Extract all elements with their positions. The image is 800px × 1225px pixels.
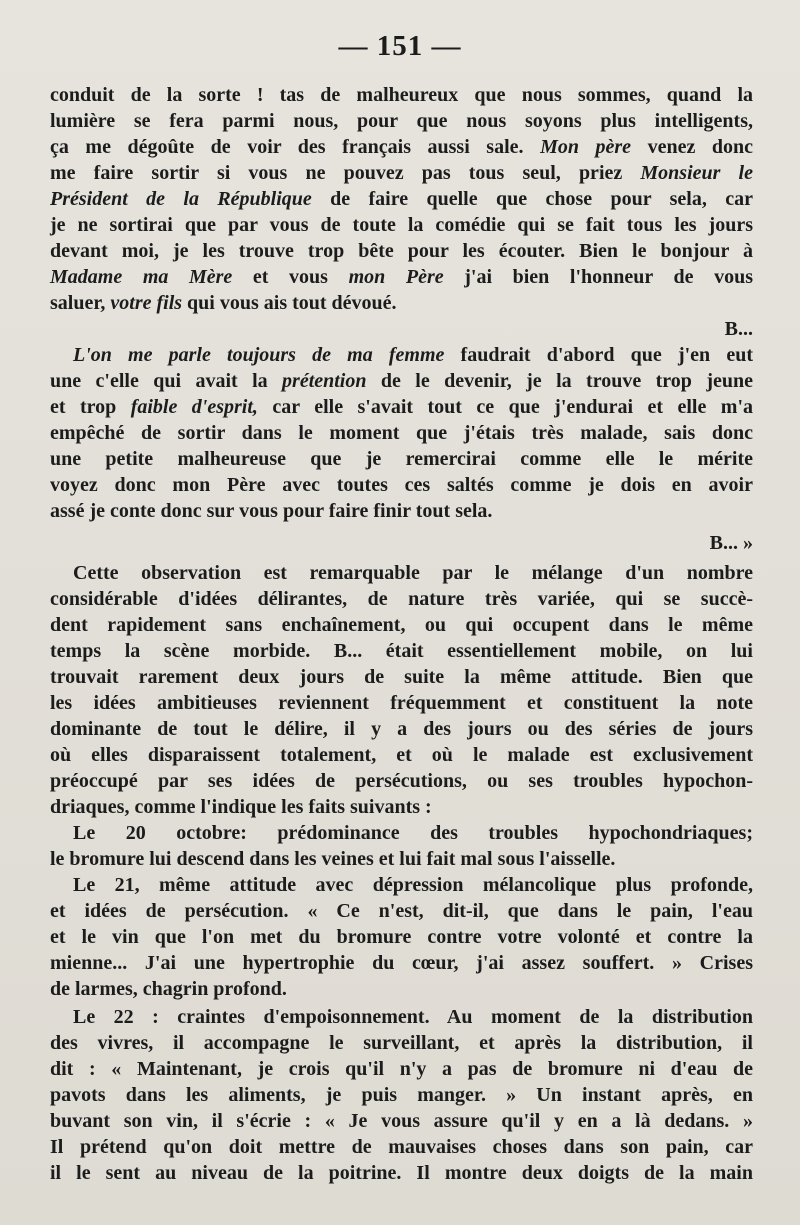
- text-line: [73, 1004, 753, 1030]
- text-run: et le vin que l'on met du bromure contre votre volonté et contre la: [50, 926, 753, 948]
- text-line: [50, 446, 753, 472]
- text-line: [50, 472, 753, 498]
- text-run: et trop: [50, 396, 131, 418]
- text-line: [50, 976, 753, 1002]
- text-run: temps la scène morbide. B... était essentiellement mobile, on lui: [50, 640, 753, 662]
- text-run: buvant son vin, il s'écrie : « Je vous assure qu'il y en a là dedans. »: [50, 1110, 753, 1132]
- text-line: [50, 420, 753, 446]
- text-line: [50, 638, 753, 664]
- text-run: ça me dégoûte de voir des français aussi sale.: [50, 136, 541, 158]
- text-run: voyez donc mon Père avec toutes ces saltés comme je dois en avoir: [50, 474, 753, 496]
- italic-text: Mon père: [540, 136, 632, 158]
- text-line: [50, 1056, 753, 1082]
- text-run: devant moi, je les trouve trop bête pour les écouter. Bien le bonjour à: [50, 240, 753, 262]
- text-run: dominante de tout le délire, il y a des jours ou des séries de jours: [50, 718, 753, 740]
- text-run: mienne... J'ai une hypertrophie du cœur, j'ai assez souffert. » Crises: [50, 952, 753, 974]
- italic-text: faible d'esprit,: [130, 396, 258, 418]
- text-line: [50, 212, 753, 238]
- italic-text: L'on me parle toujours de ma femme: [73, 344, 445, 366]
- text-run: il le sent au niveau de la poitrine. Il montre deux doigts de la main: [50, 1162, 753, 1184]
- text-run: qui vous ais tout dévoué.: [182, 292, 397, 314]
- italic-text: Monsieur le: [640, 162, 753, 184]
- text-line: [50, 186, 753, 212]
- text-line: [50, 394, 753, 420]
- text-run: les idées ambitieuses reviennent fréquemment et constituent la note: [50, 692, 753, 714]
- text-line: [50, 612, 753, 638]
- text-line: [50, 742, 753, 768]
- text-run: le bromure lui descend dans les veines et lui fait mal sous l'aisselle.: [50, 848, 616, 870]
- text-line: [50, 1082, 753, 1108]
- text-run: faudrait d'abord que j'en eut: [444, 344, 753, 366]
- text-run: dent rapidement sans enchaînement, ou qui occupent dans le même: [50, 614, 753, 636]
- text-line: [50, 134, 753, 160]
- text-run: B...: [724, 318, 753, 340]
- text-run: trouvait rarement deux jours de suite la même attitude. Bien que: [50, 666, 753, 688]
- italic-text: Président de la République: [50, 188, 312, 210]
- text-run: des vivres, il accompagne le surveillant, et après la distribution, il: [50, 1032, 753, 1054]
- text-run: driaques, comme l'indique les faits suivants :: [50, 796, 432, 818]
- italic-text: mon Père: [348, 266, 444, 288]
- text-run: je ne sortirai que par vous de toute la comédie qui se fait tous les jours: [50, 214, 753, 236]
- text-line: [50, 316, 753, 342]
- text-run: saluer,: [50, 292, 111, 314]
- text-line: [50, 160, 753, 186]
- text-line: [50, 768, 753, 794]
- text-run: empêché de sortir dans le moment que j'étais très malade, sais donc: [50, 422, 753, 444]
- text-run: dit : « Maintenant, je crois qu'il n'y a pas de bromure ni d'eau de: [50, 1058, 753, 1080]
- text-line: [50, 108, 753, 134]
- text-run: venez donc: [631, 136, 753, 158]
- text-run: lumière se fera parmi nous, pour que nous soyons plus intelligents,: [50, 110, 753, 132]
- text-run: assé je conte donc sur vous pour faire finir tout sela.: [50, 500, 493, 522]
- text-line: [50, 290, 753, 316]
- italic-text: prétention: [282, 370, 367, 392]
- text-run: B... »: [709, 532, 753, 554]
- text-run: de le devenir, je la trouve trop jeune: [366, 370, 753, 392]
- text-line: [50, 950, 753, 976]
- text-line: [73, 820, 753, 846]
- text-run: et idées de persécution. « Ce n'est, dit-il, que dans le pain, l'eau: [50, 900, 753, 922]
- text-run: Cette observation est remarquable par le mélange d'un nombre: [73, 562, 753, 584]
- text-run: où elles disparaissent totalement, et où le malade est exclusivement: [50, 744, 753, 766]
- text-run: une petite malheureuse que je remercirai comme elle le mérite: [50, 448, 753, 470]
- text-run: Le 22 : craintes d'empoisonnement. Au moment de la distribution: [73, 1006, 753, 1028]
- text-run: et vous: [232, 266, 349, 288]
- text-run: de larmes, chagrin profond.: [50, 978, 287, 1000]
- text-line: [50, 586, 753, 612]
- text-run: Le 20 octobre: prédominance des troubles hypochondriaques;: [73, 822, 753, 844]
- text-run: Il prétend qu'on doit mettre de mauvaises choses dans son pain, car: [50, 1136, 753, 1158]
- text-run: Le 21, même attitude avec dépression mélancolique plus profonde,: [73, 874, 753, 896]
- text-line: [50, 898, 753, 924]
- text-run: car elle s'avait tout ce que j'endurai et elle m'a: [257, 396, 754, 418]
- text-run: me faire sortir si vous ne pouvez pas tous seul, priez: [50, 162, 641, 184]
- text-line: [73, 872, 753, 898]
- text-line: [50, 238, 753, 264]
- text-line: [50, 690, 753, 716]
- text-line: [50, 1134, 753, 1160]
- text-run: une c'elle qui avait la: [50, 370, 283, 392]
- text-run: pavots dans les aliments, je puis manger. » Un instant après, en: [50, 1084, 753, 1106]
- italic-text: Madame ma Mère: [50, 266, 233, 288]
- text-line: [50, 1108, 753, 1134]
- text-line: [50, 664, 753, 690]
- text-line: [50, 264, 753, 290]
- text-line: [50, 530, 753, 556]
- text-run: conduit de la sorte ! tas de malheureux que nous sommes, quand la: [50, 84, 753, 106]
- text-line: [50, 924, 753, 950]
- text-line: [73, 342, 753, 368]
- text-run: considérable d'idées délirantes, de nature très variée, qui se succè-: [50, 588, 753, 610]
- text-run: préoccupé par ses idées de persécutions, ou ses troubles hypochon-: [50, 770, 753, 792]
- text-line: [50, 1030, 753, 1056]
- text-line: [50, 82, 753, 108]
- text-line: [50, 1160, 753, 1186]
- text-line: [50, 846, 753, 872]
- text-line: [73, 560, 753, 586]
- text-line: [50, 794, 753, 820]
- text-line: [50, 498, 753, 524]
- text-run: de faire quelle que chose pour sela, car: [311, 188, 753, 210]
- page-number: — 151 —: [338, 30, 462, 62]
- italic-text: votre fils: [110, 292, 183, 314]
- text-line: [50, 368, 753, 394]
- text-run: j'ai bien l'honneur de vous: [443, 266, 754, 288]
- text-line: [50, 716, 753, 742]
